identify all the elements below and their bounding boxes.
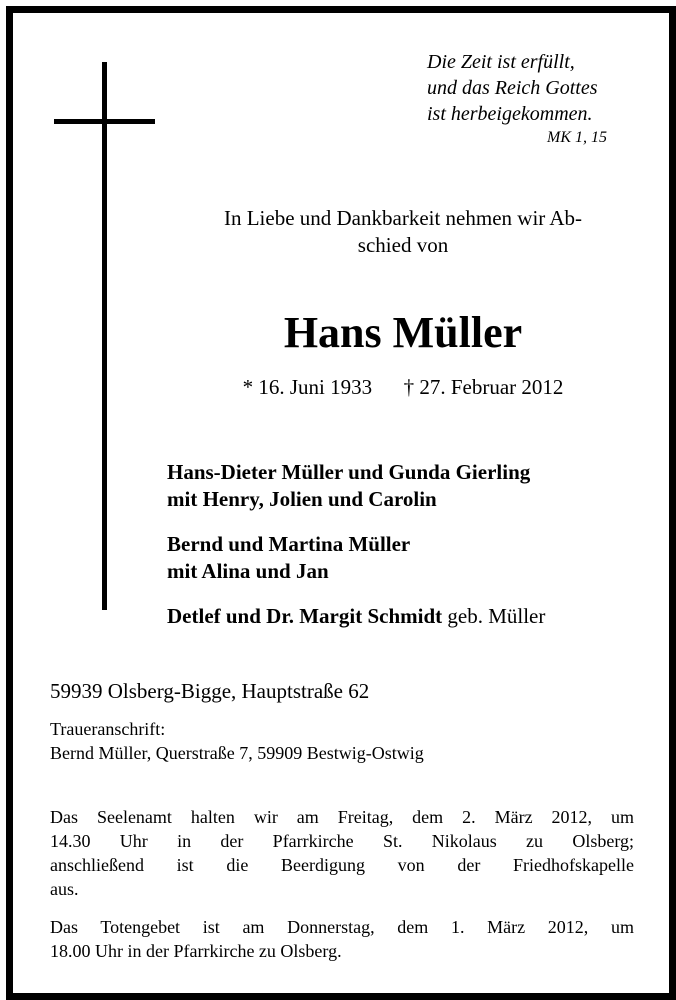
cross-icon: [102, 62, 107, 610]
death-date: † 27. Februar 2012: [403, 375, 564, 399]
quote-line: Die Zeit ist erfüllt,: [427, 51, 575, 73]
prayer-line: 18.00 Uhr in der Pfarrkirche zu Olsberg.: [50, 941, 342, 961]
family-line: Hans-Dieter Müller und Gunda Gierling: [167, 460, 531, 484]
family-group: [167, 531, 410, 585]
quote-line: ist herbeigekommen.: [427, 103, 593, 125]
quote-reference: MK 1, 15: [547, 129, 607, 146]
family-line: mit Alina und Jan: [167, 559, 329, 583]
intro-line: schied von: [357, 233, 449, 257]
family-group: [167, 459, 530, 513]
service-line: aus.: [50, 879, 79, 899]
prayer-line: Das Totengebet ist am Donnerstag, dem 1. März 2012, um: [50, 917, 634, 937]
service-line: Das Seelenamt halten wir am Freitag, dem 2. März 2012, um: [50, 807, 634, 827]
family-group: [167, 603, 545, 630]
mourning-address-label: Traueranschrift:: [50, 719, 166, 739]
family-line: mit Henry, Jolien und Carolin: [167, 487, 437, 511]
prayer-info: [50, 915, 634, 963]
family-line-note: geb. Müller: [442, 604, 546, 628]
deceased-name: Hans Müller: [283, 308, 523, 357]
family-line: Detlef und Dr. Margit Schmidt: [167, 604, 443, 628]
life-dates: [163, 373, 643, 401]
family-line: Bernd und Martina Müller: [167, 532, 411, 556]
obituary-card: [6, 6, 676, 1000]
service-line: 14.30 Uhr in der Pfarrkirche St. Nikolaus zu Olsberg;: [50, 831, 634, 851]
mourning-address-value: Bernd Müller, Querstraße 7, 59909 Bestwig-Ostwig: [50, 743, 424, 763]
service-line: anschließend ist die Beerdigung von der Friedhofskapelle: [50, 855, 634, 875]
cross-icon-bar: [54, 119, 155, 124]
bible-quote: [427, 49, 657, 127]
intro-text: [163, 205, 643, 259]
home-address: 59939 Olsberg-Bigge, Hauptstraße 62: [50, 679, 370, 703]
intro-line: In Liebe und Dankbarkeit nehmen wir Ab-: [223, 206, 583, 230]
service-info: [50, 805, 634, 901]
birth-date: * 16. Juni 1933: [242, 375, 373, 399]
quote-line: und das Reich Gottes: [427, 77, 598, 99]
mourning-address: [50, 717, 424, 765]
